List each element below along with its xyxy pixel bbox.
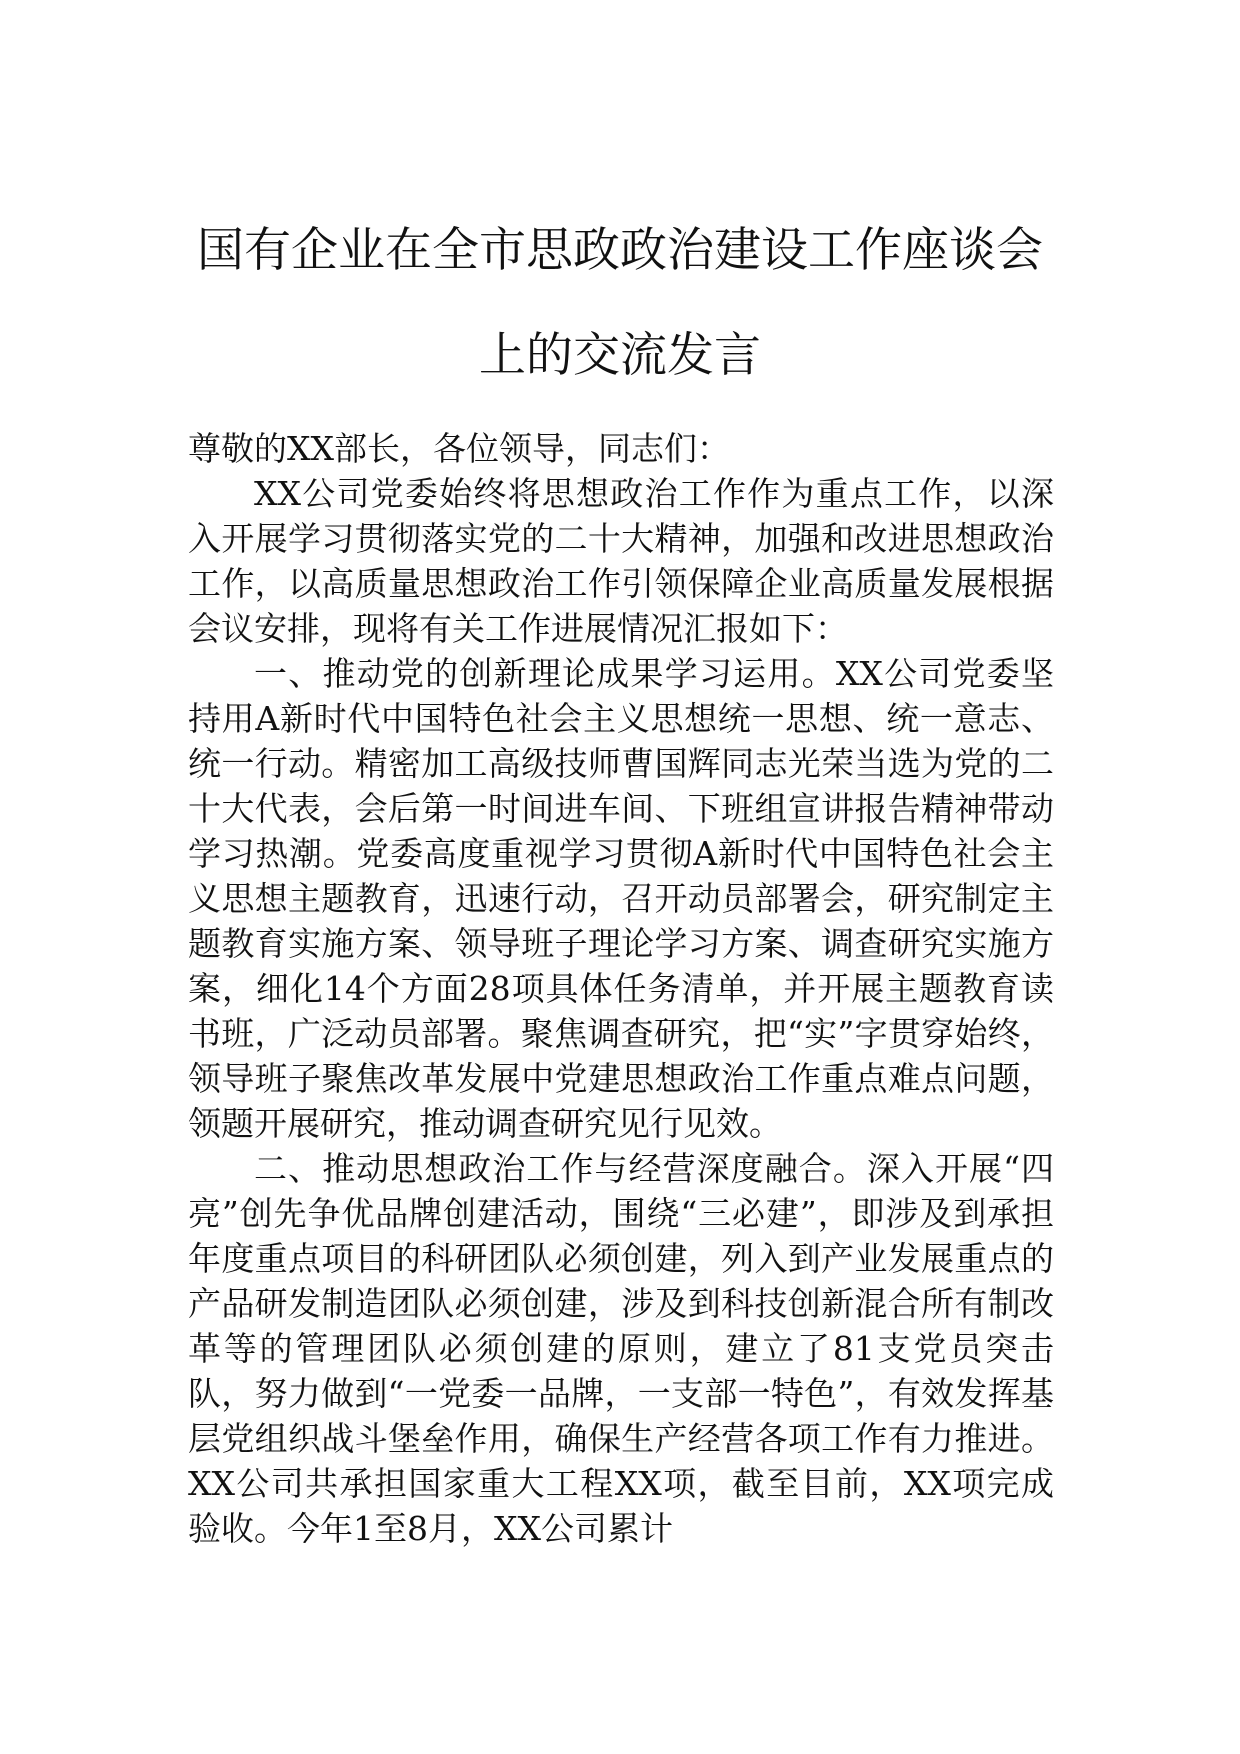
- document-body: [188, 426, 1054, 1551]
- paragraph-intro: XX公司党委始终将思想政治工作作为重点工作，以深入开展学习贯彻落实党的二十大精神，加强和改进思想政治工作，以高质量思想政治工作引领保障企业高质量发展根据会议安排，现将有关工作进展情况汇报如下：: [188, 474, 1054, 648]
- title-line-2: 上的交流发言: [479, 328, 761, 383]
- paragraph-section-1: 一、推动党的创新理论成果学习运用。XX公司党委坚持用A新时代中国特色社会主义思想统一思想、统一意志、统一行动。精密加工高级技师曹国辉同志光荣当选为党的二十大代表，会后第一时间进车间、下班组宣讲报告精神带动学习热潮。党委高度重视学习贯彻A新时代中国特色社会主义思想主题教育，迅速行动，召开动员部署会，研究制定主题教育实施方案、领导班子理论学习方案、调查研究实施方案，细化14个方面28项具体任务清单，并开展主题教育读书班，广泛动员部署。聚焦调查研究，把“实”字贯穿始终，领导班子聚焦改革发展中党建思想政治工作重点难点问题，领题开展研究，推动调查研究见行见效。: [188, 654, 1054, 1143]
- title-line-1: 国有企业在全市思政政治建设工作座谈会: [197, 223, 1043, 278]
- paragraph-section-2: 二、推动思想政治工作与经营深度融合。深入开展“四亮”创先争优品牌创建活动，围绕“三必建”，即涉及到承担年度重点项目的科研团队必须创建，列入到产业发展重点的产品研发制造团队必须创建，涉及到科技创新混合所有制改革等的管理团队必须创建的原则，建立了81支党员突击队，努力做到“一党委一品牌，一支部一特色”，有效发挥基层党组织战斗堡垒作用，确保生产经营各项工作有力推进。XX公司共承担国家重大工程XX项，截至目前，XX项完成验收。今年1至8月，XX公司累计: [188, 1149, 1054, 1548]
- salutation: 尊敬的XX部长，各位领导，同志们：: [188, 429, 730, 468]
- document-title: [150, 198, 1090, 408]
